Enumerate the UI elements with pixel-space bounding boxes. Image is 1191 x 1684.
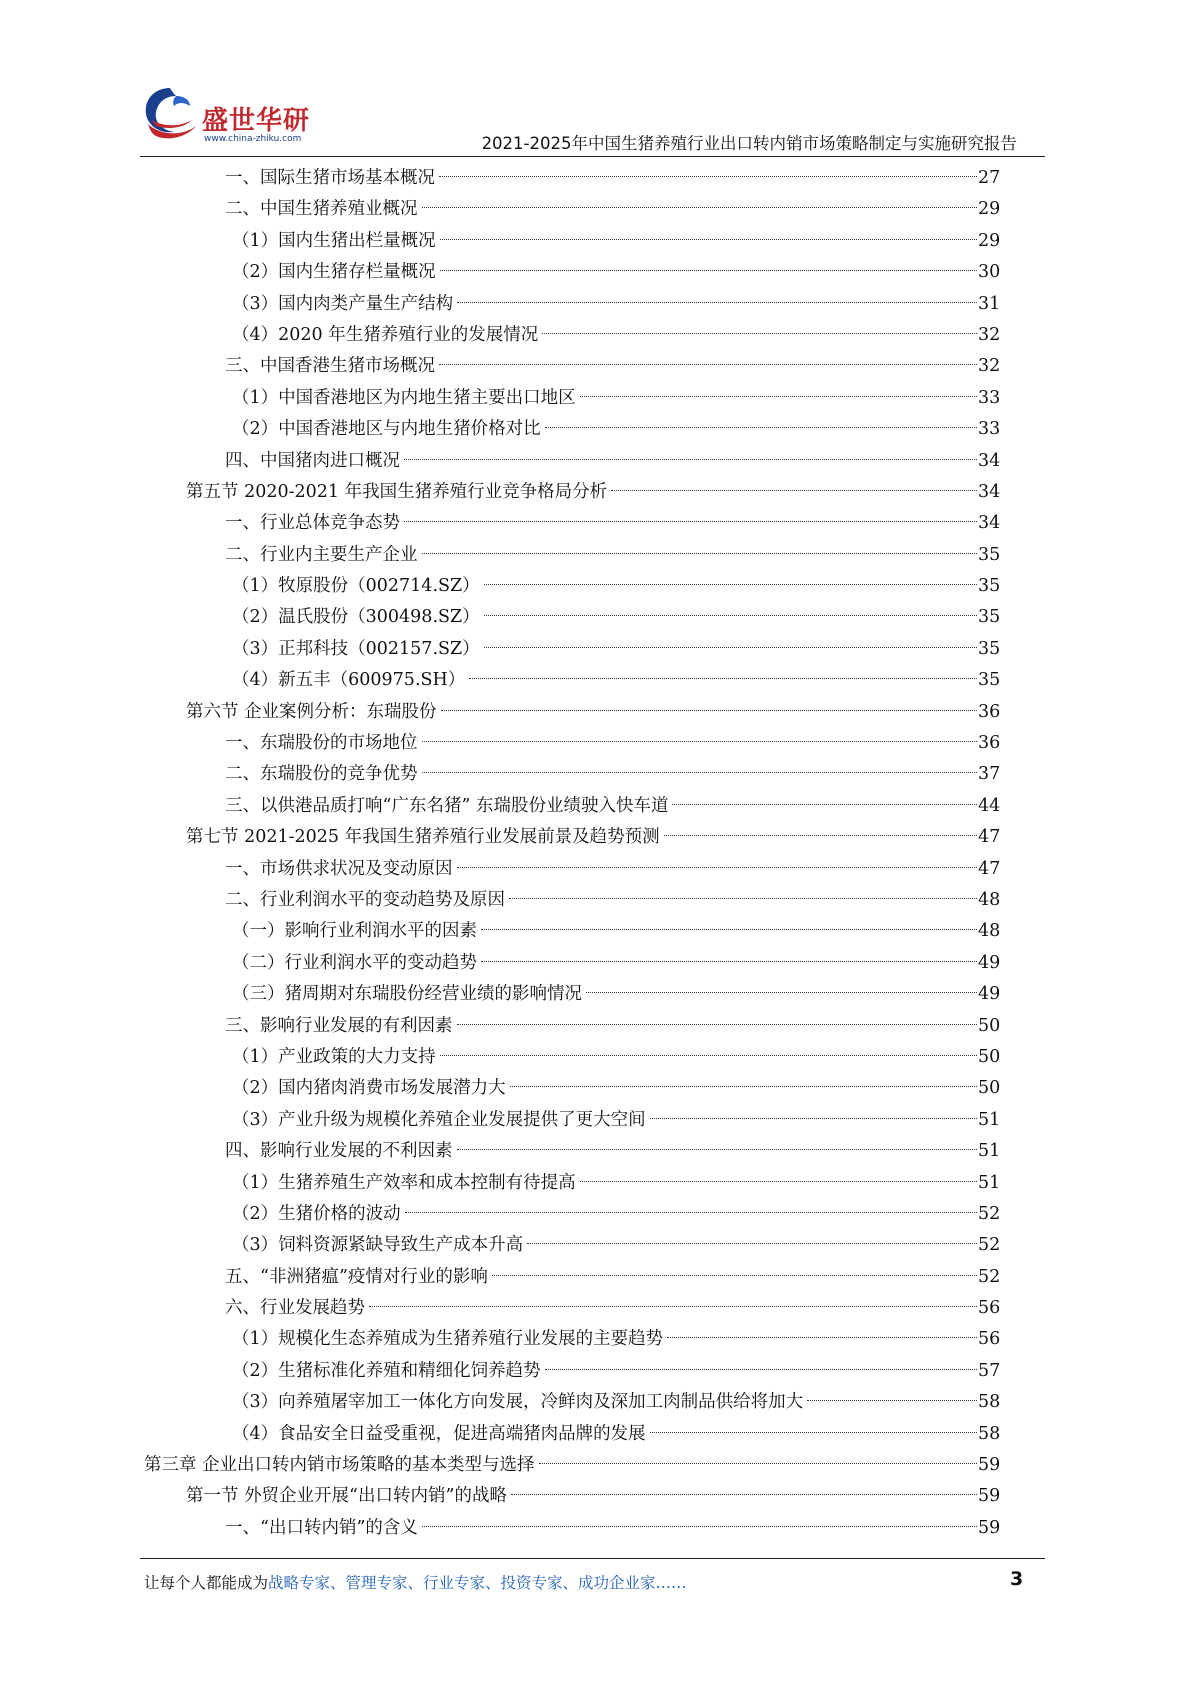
- toc-entry-page: 34: [978, 450, 1001, 471]
- toc-dot-leader: [404, 521, 977, 522]
- toc-dot-leader: [545, 427, 977, 428]
- toc-entry-title: 三、影响行业发展的有利因素: [225, 1015, 453, 1036]
- toc-entry-title: （2）生猪价格的波动: [232, 1203, 401, 1224]
- toc-entry-title: （2）温氏股份（300498.SZ）: [232, 607, 480, 628]
- toc-dot-leader: [664, 835, 977, 836]
- toc-entry-title: 三、以供港品质打响“广东名猪” 东瑞股份业绩驶入快车道: [225, 795, 669, 816]
- toc-dot-leader: [405, 1212, 977, 1213]
- toc-entry-page: 48: [978, 889, 1001, 910]
- toc-entry-title: （1）中国香港地区为内地生猪主要出口地区: [232, 387, 576, 408]
- toc-entry-title: 二、东瑞股份的竞争优势: [225, 764, 418, 785]
- toc-entry[interactable]: [0, 885, 1191, 916]
- toc-dot-leader: [527, 1243, 977, 1244]
- toc-entry-title: （3）饲料资源紧缺导致生产成本升高: [232, 1235, 524, 1256]
- toc-entry[interactable]: [0, 1481, 1191, 1512]
- toc-entry[interactable]: [0, 1168, 1191, 1199]
- company-logo: [140, 82, 320, 152]
- toc-dot-leader: [509, 898, 977, 899]
- toc-dot-leader: [510, 1086, 977, 1087]
- toc-entry-title: 第五节 2020-2021 年我国生猪养殖行业竞争格局分析: [186, 481, 608, 502]
- toc-entry-page: 29: [978, 199, 1001, 220]
- toc-entry-title: 一、“出口转内销”的含义: [225, 1517, 418, 1538]
- toc-entry-page: 35: [978, 576, 1001, 597]
- toc-entry[interactable]: [0, 728, 1191, 759]
- toc-entry-title: 二、行业内主要生产企业: [225, 544, 418, 565]
- toc-entry-page: 58: [978, 1423, 1001, 1444]
- toc-entry[interactable]: [0, 1356, 1191, 1387]
- toc-entry[interactable]: [0, 508, 1191, 539]
- toc-entry-page: 51: [978, 1109, 1001, 1130]
- toc-entry-title: （3）向养殖屠宰加工一体化方向发展，冷鲜肉及深加工肉制品供给将加大: [232, 1392, 804, 1413]
- toc-entry-title: （2）国内生猪存栏量概况: [232, 262, 436, 283]
- toc-dot-leader: [580, 1181, 977, 1182]
- toc-dot-leader: [481, 961, 977, 962]
- toc-entry-title: （1）规模化生态养殖成为生猪养殖行业发展的主要趋势: [232, 1329, 664, 1350]
- toc-entry[interactable]: [0, 1042, 1191, 1073]
- toc-entry-title: （4）食品安全日益受重视，促进高端猪肉品牌的发展: [232, 1423, 646, 1444]
- toc-entry-title: （3）产业升级为规模化养殖企业发展提供了更大空间: [232, 1109, 646, 1130]
- toc-entry[interactable]: [0, 1105, 1191, 1136]
- toc-entry-title: 第六节 企业案例分析：东瑞股份: [186, 701, 437, 722]
- toc-entry[interactable]: [0, 477, 1191, 508]
- toc-entry-page: 57: [978, 1360, 1001, 1381]
- toc-entry-title: （1）生猪养殖生产效率和成本控制有待提高: [232, 1172, 576, 1193]
- toc-dot-leader: [484, 615, 977, 616]
- toc-entry-title: （1）国内生猪出栏量概况: [232, 230, 436, 251]
- toc-entry[interactable]: [0, 226, 1191, 257]
- toc-entry[interactable]: [0, 257, 1191, 288]
- toc-entry[interactable]: [0, 665, 1191, 696]
- toc-entry-title: （2）生猪标准化养殖和精细化饲养趋势: [232, 1360, 541, 1381]
- toc-entry-page: 59: [978, 1455, 1001, 1476]
- toc-dot-leader: [611, 490, 977, 491]
- footer-highlight: 战略专家、管理专家、行业专家、投资专家、成功企业家……: [268, 1574, 687, 1592]
- toc-entry[interactable]: [0, 540, 1191, 571]
- toc-entry-page: 35: [978, 638, 1001, 659]
- toc-entry[interactable]: [0, 1450, 1191, 1481]
- toc-entry-page: 32: [978, 356, 1001, 377]
- toc-entry-title: 一、东瑞股份的市场地位: [225, 733, 418, 754]
- toc-dot-leader: [469, 678, 977, 679]
- toc-entry-title: （4）新五丰（600975.SH）: [232, 670, 466, 691]
- toc-entry-title: 三、中国香港生猪市场概况: [225, 356, 435, 377]
- toc-entry-page: 30: [978, 262, 1001, 283]
- toc-entry-page: 32: [978, 324, 1001, 345]
- toc-dot-leader: [422, 772, 978, 773]
- toc-entry-title: 四、影响行业发展的不利因素: [225, 1141, 453, 1162]
- toc-entry-title: 一、国际生猪市场基本概况: [225, 168, 435, 188]
- toc-entry[interactable]: [0, 571, 1191, 602]
- toc-entry-title: （1）牧原股份（002714.SZ）: [232, 576, 480, 597]
- toc-entry-page: 34: [978, 481, 1001, 502]
- toc-dot-leader: [481, 929, 977, 930]
- toc-entry-page: 27: [978, 168, 1001, 188]
- toc-entry-page: 56: [978, 1298, 1001, 1319]
- logo-emblem-icon: [140, 82, 202, 144]
- toc-entry-page: 50: [978, 1078, 1001, 1099]
- toc-entry-title: 一、行业总体竞争态势: [225, 513, 400, 534]
- toc-entry-title: （二）行业利润水平的变动趋势: [232, 952, 477, 973]
- toc-entry[interactable]: [0, 1230, 1191, 1261]
- toc-entry-page: 50: [978, 1015, 1001, 1036]
- toc-entry[interactable]: [0, 351, 1191, 382]
- toc-dot-leader: [542, 333, 977, 334]
- toc-entry[interactable]: [0, 602, 1191, 633]
- toc-entry-title: 第三章 企业出口转内销市场策略的基本类型与选择: [144, 1455, 535, 1476]
- toc-dot-leader: [667, 1337, 977, 1338]
- toc-entry-page: 59: [978, 1517, 1001, 1538]
- toc-dot-leader: [586, 992, 977, 993]
- toc-entry-page: 29: [978, 230, 1001, 251]
- toc-entry[interactable]: [0, 759, 1191, 790]
- toc-dot-leader: [511, 1494, 977, 1495]
- toc-dot-leader: [457, 302, 977, 303]
- toc-entry-title: 二、行业利润水平的变动趋势及原因: [225, 889, 505, 910]
- toc-entry-page: 50: [978, 1046, 1001, 1067]
- toc-entry-title: 五、“非洲猪瘟”疫情对行业的影响: [225, 1266, 488, 1287]
- toc-dot-leader: [545, 1369, 977, 1370]
- toc-entry-title: （2）中国香港地区与内地生猪价格对比: [232, 419, 541, 440]
- toc-entry-title: 一、市场供求状况及变动原因: [225, 858, 453, 879]
- toc-entry[interactable]: [0, 320, 1191, 351]
- header-divider: [140, 156, 1045, 157]
- toc-dot-leader: [650, 1118, 977, 1119]
- toc-entry-page: 52: [978, 1266, 1001, 1287]
- logo-url: www.china-zhiku.com: [204, 134, 302, 144]
- toc-entry-page: 35: [978, 544, 1001, 565]
- toc-entry-page: 51: [978, 1141, 1001, 1162]
- toc-entry[interactable]: [0, 854, 1191, 885]
- toc-entry-page: 58: [978, 1392, 1001, 1413]
- toc-dot-leader: [457, 1024, 978, 1025]
- toc-dot-leader: [484, 647, 977, 648]
- toc-entry[interactable]: [0, 383, 1191, 414]
- toc-entry[interactable]: [0, 634, 1191, 665]
- toc-entry[interactable]: [0, 1387, 1191, 1418]
- toc-dot-leader: [492, 1275, 977, 1276]
- toc-dot-leader: [404, 459, 977, 460]
- page-number: 3: [1010, 1568, 1024, 1590]
- toc-entry[interactable]: [0, 414, 1191, 445]
- toc-entry-page: 49: [978, 984, 1001, 1005]
- toc-entry[interactable]: [0, 791, 1191, 822]
- toc-entry-title: （2）国内猪肉消费市场发展潜力大: [232, 1078, 506, 1099]
- toc-entry[interactable]: [0, 163, 1191, 194]
- toc-entry[interactable]: [0, 1324, 1191, 1355]
- toc-dot-leader: [650, 1432, 977, 1433]
- toc-entry-page: 59: [978, 1486, 1001, 1507]
- toc-dot-leader: [484, 584, 977, 585]
- toc-entry-page: 47: [978, 827, 1001, 848]
- toc-entry[interactable]: [0, 1293, 1191, 1324]
- toc-dot-leader: [457, 1149, 978, 1150]
- toc-entry-page: 35: [978, 670, 1001, 691]
- toc-entry-title: （1）产业政策的大力支持: [232, 1046, 436, 1067]
- toc-entry[interactable]: [0, 1136, 1191, 1167]
- toc-entry-title: 六、行业发展趋势: [225, 1298, 365, 1319]
- toc-entry-title: （4）2020 年生猪养殖行业的发展情况: [232, 324, 539, 345]
- toc-dot-leader: [672, 804, 977, 805]
- toc-dot-leader: [807, 1400, 977, 1401]
- toc-dot-leader: [439, 364, 977, 365]
- footer-divider: [140, 1558, 1045, 1559]
- toc-entry-page: 52: [978, 1203, 1001, 1224]
- toc-entry-page: 56: [978, 1329, 1001, 1350]
- toc-entry-title: 二、中国生猪养殖业概况: [225, 199, 418, 220]
- toc-entry[interactable]: [0, 697, 1191, 728]
- toc-dot-leader: [422, 207, 978, 208]
- toc-dot-leader: [422, 553, 978, 554]
- toc-dot-leader: [580, 396, 977, 397]
- toc-dot-leader: [440, 239, 977, 240]
- logo-name: 盛世华研: [202, 106, 311, 136]
- toc-entry-page: 36: [978, 733, 1001, 754]
- toc-entry-page: 35: [978, 607, 1001, 628]
- toc-entry[interactable]: [0, 1073, 1191, 1104]
- toc-entry-page: 34: [978, 513, 1001, 534]
- toc-entry-page: 47: [978, 858, 1001, 879]
- toc-dot-leader: [422, 1526, 977, 1527]
- toc-entry-page: 33: [978, 387, 1001, 408]
- footer-prefix: 让每个人都能成为: [144, 1574, 269, 1592]
- toc-entry-page: 37: [978, 764, 1001, 785]
- toc-entry-title: 第七节 2021-2025 年我国生猪养殖行业发展前景及趋势预测: [186, 827, 660, 848]
- toc-entry[interactable]: [0, 916, 1191, 947]
- toc-entry-page: 48: [978, 921, 1001, 942]
- toc-entry[interactable]: [0, 1419, 1191, 1450]
- toc-entry-title: 四、中国猪肉进口概况: [225, 450, 400, 471]
- toc-dot-leader: [539, 1463, 977, 1464]
- toc-dot-leader: [369, 1306, 977, 1307]
- toc-dot-leader: [441, 710, 977, 711]
- toc-dot-leader: [457, 867, 978, 868]
- toc-entry-title: 第一节 外贸企业开展“出口转内销”的战略: [186, 1486, 507, 1507]
- toc-entry-page: 52: [978, 1235, 1001, 1256]
- footer-slogan: [144, 1571, 687, 1593]
- toc-dot-leader: [439, 176, 977, 177]
- toc-entry[interactable]: [0, 822, 1191, 853]
- toc-entry-page: 49: [978, 952, 1001, 973]
- report-title: 2021-2025年中国生猪养殖行业出口转内销市场策略制定与实施研究报告: [481, 134, 1017, 153]
- toc-entry[interactable]: [0, 948, 1191, 979]
- toc-entry-page: 44: [978, 795, 1001, 816]
- toc-entry-page: 36: [978, 701, 1001, 722]
- toc-entry[interactable]: [0, 446, 1191, 477]
- toc-entry-page: 51: [978, 1172, 1001, 1193]
- toc-entry[interactable]: [0, 194, 1191, 225]
- toc-entry[interactable]: [0, 289, 1191, 320]
- toc-dot-leader: [440, 1055, 977, 1056]
- toc-entry-title: （3）国内肉类产量生产结构: [232, 293, 454, 314]
- toc-entry[interactable]: [0, 1011, 1191, 1042]
- toc-entry[interactable]: [0, 1513, 1191, 1544]
- table-of-contents: [0, 163, 1191, 1544]
- toc-entry-page: 33: [978, 419, 1001, 440]
- toc-entry[interactable]: [0, 1262, 1191, 1293]
- toc-entry[interactable]: [0, 1199, 1191, 1230]
- toc-entry-title: （3）正邦科技（002157.SZ）: [232, 638, 480, 659]
- toc-entry-page: 31: [978, 293, 1001, 314]
- toc-entry-title: （一）影响行业利润水平的因素: [232, 921, 477, 942]
- toc-dot-leader: [422, 741, 978, 742]
- toc-entry[interactable]: [0, 979, 1191, 1010]
- toc-entry-title: （三）猪周期对东瑞股份经营业绩的影响情况: [232, 984, 582, 1005]
- toc-dot-leader: [440, 270, 977, 271]
